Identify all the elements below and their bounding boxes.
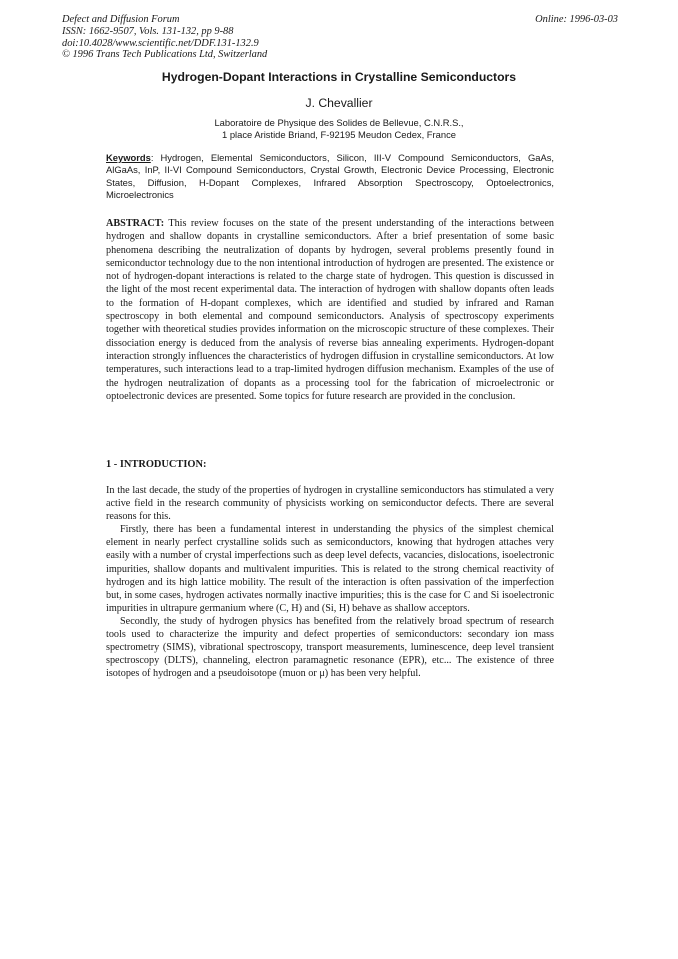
- affiliation: [0, 117, 678, 141]
- affiliation-line-1: Laboratoire de Physique des Solides de Bellevue, C.N.R.S.,: [214, 117, 464, 128]
- abstract-label: ABSTRACT:: [106, 218, 165, 229]
- section-heading: 1 - INTRODUCTION:: [106, 459, 207, 470]
- issn-line: ISSN: 1662-9507, Vols. 131-132, pp 9-88: [62, 25, 234, 37]
- introduction-body: [106, 484, 554, 680]
- abstract-text: This review focuses on the state of the present understanding of the interactions between hydrogen and shallow dopants in crystalline semiconductors. After a brief presentation of some basic phenomena describing the neutralization of dopants by hydrogen, several problems presently found in semiconductor technology due to the non intentional introduction of hydrogen are presented. The existence or not of hydrogen-dopant interactions is related to the charge state of hydrogen. This question is discussed in the light of the most recent experimental data. The interaction of hydrogen with shallow dopants often leads to the formation of H-dopant complexes, which are identified and studied by infrared and Raman spectroscopy in both elemental and compound semiconductors. Analysis of spectroscopy experiments together with theoretical studies provides information on the microscopic structure of these complexes. Their dissociation energy is deduced from the analysis of reverse bias annealing experiments. Hydrogen-dopant interaction strongly influences the characteristics of hydrogen diffusion in crystalline semiconductors. At low temperatures, such interactions lead to a trap-limited hydrogen diffusion mechanism. Examples of the use of the hydrogen neutralization of dopants as a processing tool for the fabrication of microelectronic or optoelectronic devices are presented. Some topics for future research are provided in the conclusion.: [106, 218, 554, 402]
- online-date: Online: 1996-03-03: [535, 14, 618, 25]
- doi-line: doi:10.4028/www.scientific.net/DDF.131-132.9: [62, 37, 259, 49]
- copyright-line: © 1996 Trans Tech Publications Ltd, Switzerland: [62, 49, 268, 61]
- keywords-text: : Hydrogen, Elemental Semiconductors, Silicon, III-V Compound Semiconductors, GaAs, AlGaAs, InP, II-VI Compound Semiconductors, Crystal Growth, Electronic Device Processing, Electronic States, Diffusion, H-Dopant Complexes, Infrared Absorption Spectroscopy, Optoelectronics, Microelectronics: [106, 152, 554, 200]
- keywords-label: Keywords: [106, 152, 151, 163]
- author-name: J. Chevallier: [305, 96, 373, 110]
- journal-name: Defect and Diffusion Forum: [62, 14, 180, 25]
- intro-paragraph: Firstly, there has been a fundamental interest in understanding the physics of the simplest chemical element in nearly perfect crystalline solids such as semiconductors, knowing that hydrogen attaches very easily with a number of crystal imperfections such as deep level defects, vacancies, dislocations, isoelectronic impurities, shallow dopants and multivalent impurities. This is related to the strong chemical reactivity of hydrogen and its high lattice mobility. The result of the interaction is often passivation of the imperfection but, in some cases, hydrogen activates normally inactive impurities; this is the case for C and Si isoelectronic impurities in ultrapure germanium where (C, H) and (Si, H) behave as shallow acceptors.: [106, 524, 554, 614]
- intro-paragraph: In the last decade, the study of the properties of hydrogen in crystalline semiconductors has stimulated a very active field in the research community of physicists working on semiconductor defects. There are several reasons for this.: [106, 485, 554, 523]
- abstract-block: [106, 217, 554, 403]
- affiliation-line-2: 1 place Aristide Briand, F-92195 Meudon Cedex, France: [222, 129, 456, 141]
- paper-title: Hydrogen-Dopant Interactions in Crystalline Semiconductors: [161, 70, 517, 84]
- intro-paragraph: Secondly, the study of hydrogen physics has benefited from the relatively broad spectrum of research tools used to characterize the impurity and defect properties of semiconductors: secondary ion mass spectrometry (SIMS), vibrational spectroscopy, transport measurements, luminescence, deep level transient spectroscopy (DLTS), channeling, electron paramagnetic resonance (EPR), etc... The existence of three isotopes of hydrogen and a pseudoisotope (muon or μ) has been very helpful.: [106, 615, 554, 680]
- citation-header: [62, 14, 618, 61]
- keywords-block: [106, 152, 554, 201]
